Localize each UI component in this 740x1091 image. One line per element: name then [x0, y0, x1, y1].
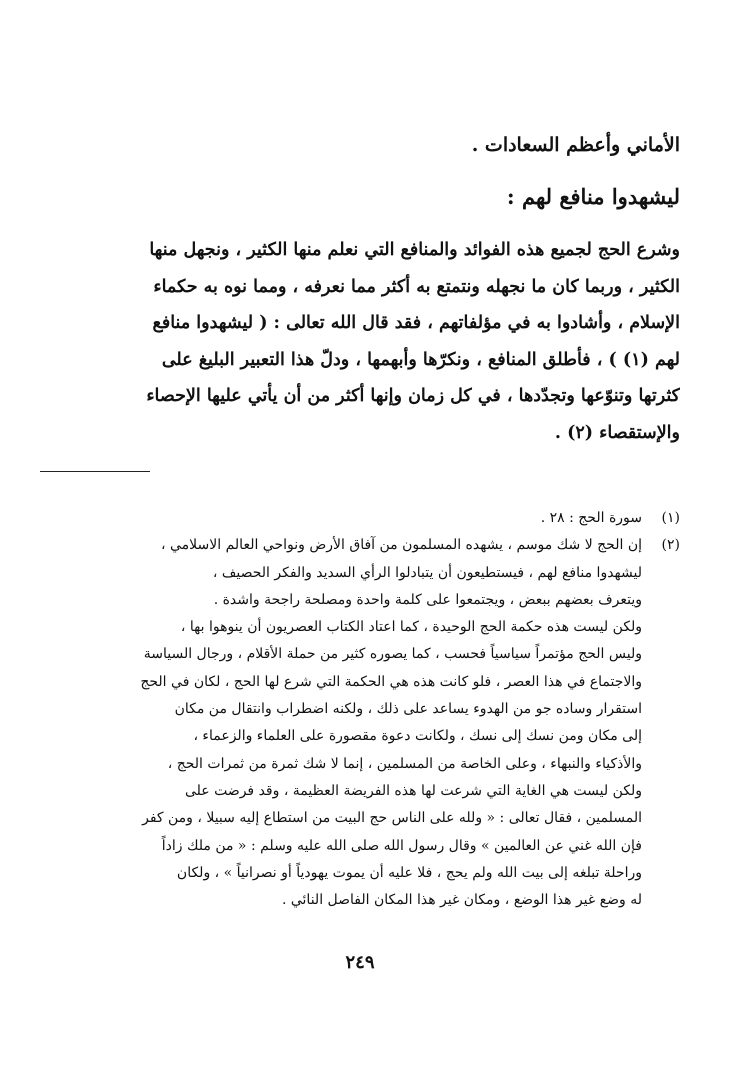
footnote-line: إن الحج لا شك موسم ، يشهده المسلمون من آفاق الأرض ونواحي العالم الاسلامي ، [161, 537, 642, 554]
footnote-line: ولكن ليست هذه حكمة الحج الوحيدة ، كما اعتاد الكتاب العصريون أن ينوهوا بها ، [180, 619, 642, 636]
document-page [40, 0, 680, 1091]
footnote-separator [40, 471, 150, 472]
main-paragraph [40, 232, 680, 451]
footnote-line: والاجتماع في هذا العصر ، فلو كانت هذه هي الحكمة التي شرع لها الحج ، لكان في الحج [140, 673, 642, 690]
footnote-line: ليشهدوا منافع لهم ، فيستطيعون أن يتبادلوا الرأي السديد والفكر الحصيف ، [212, 564, 642, 581]
main-line: والإستقصاء (٢) . [554, 422, 680, 443]
footnotes [40, 505, 680, 914]
footnote-number: (٢) [661, 537, 680, 554]
main-line: كثرتها وتنوّعها وتجدّدها ، في كل زمان وإنها أكثر من أن يأتي عليها الإحصاء [146, 386, 680, 406]
page-number: ٢٤٩ [345, 952, 375, 973]
footnote-line: سورة الحج : ٢٨ . [540, 510, 642, 526]
footnote-number: (١) [661, 510, 680, 526]
footnote-line: وليس الحج مؤتمراً سياسياً فحسب ، كما يصوره كثير من حملة الأقلام ، ورجال السياسة [143, 646, 642, 663]
footnote-line: ويتعرف بعضهم ببعض ، ويجتمعوا على كلمة واحدة ومصلحة راجحة واشدة . [213, 591, 642, 608]
footnote-line: وراحلة تبلغه إلى بيت الله ولم يحج ، فلا عليه أن يموت يهودياً أو نصرانياً » ، ولكان [176, 864, 642, 881]
footnote-line: استقرار وساده جو من الهدوء يساعد على ذلك ، ولكنه اضطراب وانتقال من مكان [174, 701, 642, 718]
main-line: لهم (١) ) ، فأطلق المنافع ، ونكرّها وأبهمها ، ودلّ هذا التعبير البليغ على [161, 349, 680, 370]
main-line: وشرع الحج لجميع هذه الفوائد والمنافع التي نعلم منها الكثير ، ونجهل منها [149, 240, 680, 260]
footnote-line: والأذكياء والنبهاء ، وعلى الخاصة من المسلمين ، إنما لا شك ثمرة من ثمرات الحج ، [167, 755, 642, 772]
main-line: الإسلام ، وأشادوا به في مؤلفاتهم ، فقد قال الله تعالى : ( ليشهدوا منافع [152, 313, 680, 333]
footnote-line: ولكن ليست هي الغاية التي شرعت لها هذه الفريضة العظيمة ، وقد فرضت على [184, 782, 642, 799]
footnote-line: إلى مكان ومن نسك إلى نسك ، ولكانت دعوة مقصورة على العلماء والزعماء ، [193, 728, 642, 745]
footnote-2 [40, 532, 680, 559]
main-line: الكثير ، وربما كان ما نجهله ونتمتع به أكثر مما نعرفه ، ومما نوه به حكماء [153, 276, 680, 297]
footnote-line: فإن الله غني عن العالمين » وقال رسول الله صلى الله عليه وسلم : « من ملك زاداً [161, 837, 642, 854]
footnote-line: المسلمين ، فقال تعالى : « ولله على الناس حج البيت من استطاع إليه سبيلا ، ومن كفر [142, 810, 642, 827]
footnote-1 [40, 505, 680, 532]
top-line: الأماني وأعظم السعادات . [471, 134, 680, 156]
footnote-line: له وضع غير هذا الوضع ، ومكان غير هذا المكان الفاصل النائي . [281, 892, 642, 909]
section-heading: ليشهدوا منافع لهم : [506, 184, 680, 209]
